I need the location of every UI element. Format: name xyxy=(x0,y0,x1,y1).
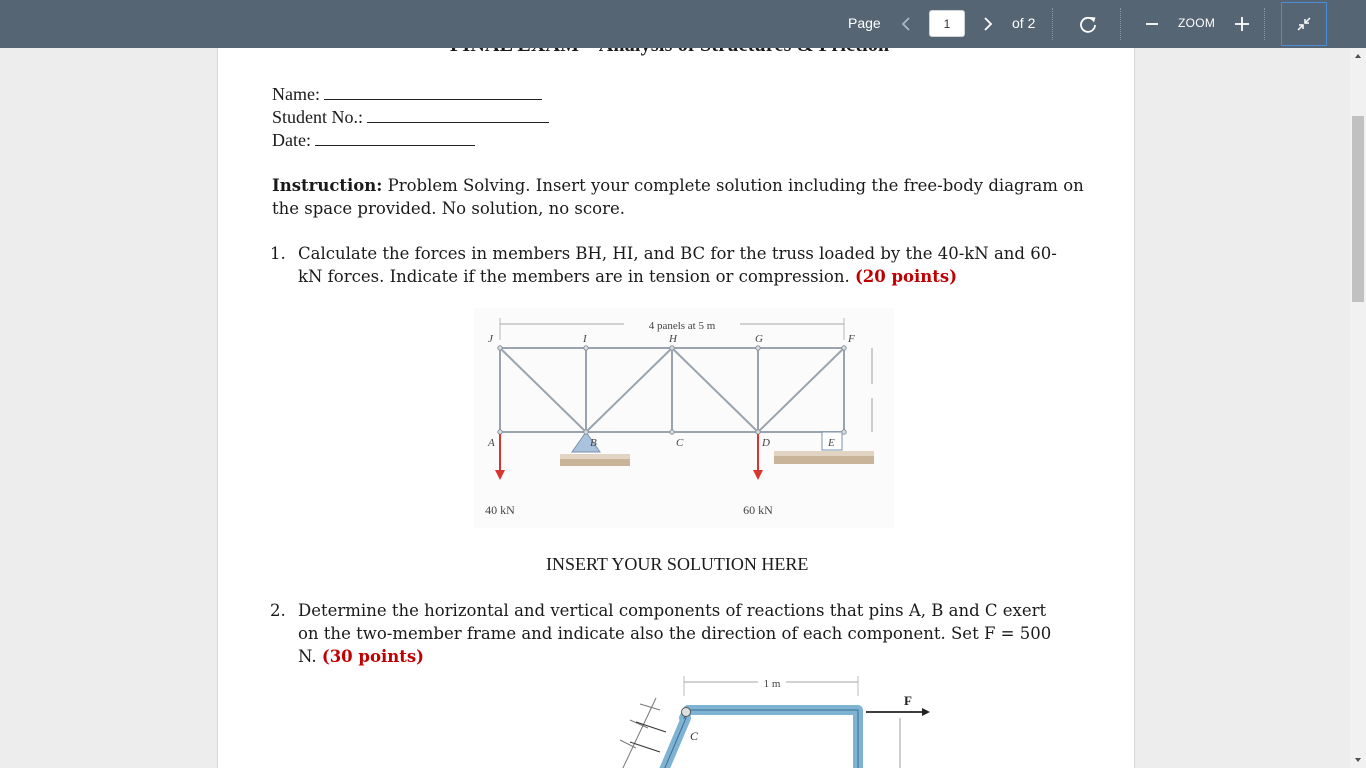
ground-right xyxy=(774,451,874,456)
figure-background xyxy=(474,308,894,528)
page-number-input[interactable] xyxy=(929,10,965,37)
scrollbar-thumb[interactable] xyxy=(1352,116,1364,302)
node-label-f: F xyxy=(848,333,855,345)
previous-page-button[interactable] xyxy=(896,10,916,38)
node-label-e: E xyxy=(828,437,835,449)
force-f-label: F xyxy=(904,693,912,708)
triangle-down-icon xyxy=(1350,752,1366,768)
vertical-scrollbar[interactable] xyxy=(1350,48,1366,768)
solution-placeholder: INSERT YOUR SOLUTION HERE xyxy=(546,554,809,574)
truss-joint xyxy=(756,430,760,434)
document-page xyxy=(217,48,1135,768)
node-label-h: H xyxy=(669,333,677,345)
node-label-d: D xyxy=(762,437,770,449)
ground-left xyxy=(560,458,630,466)
truss-joint xyxy=(842,430,846,434)
truss-joint xyxy=(670,346,674,350)
exit-fullscreen-button[interactable] xyxy=(1281,2,1327,46)
pin-c xyxy=(682,708,691,717)
ground-left xyxy=(560,454,630,459)
node-label-c: C xyxy=(676,437,684,449)
panels-label: 4 panels at 5 m xyxy=(648,320,716,332)
instruction-heading: Instruction: xyxy=(272,176,383,195)
pdf-toolbar xyxy=(0,0,1366,48)
question-1 xyxy=(270,242,1088,288)
truss-joint xyxy=(842,346,846,350)
zoom-out-button[interactable] xyxy=(1140,12,1164,36)
name-label: Name: xyxy=(272,84,320,104)
scroll-down-button[interactable] xyxy=(1350,752,1366,768)
student-no-field xyxy=(272,107,549,128)
rotate-button[interactable] xyxy=(1074,10,1102,38)
date-blank-line xyxy=(315,132,475,146)
load-60kn-label: 60 kN xyxy=(743,503,773,517)
name-blank-line xyxy=(324,86,542,100)
student-no-blank-line xyxy=(367,109,549,123)
minus-icon xyxy=(1145,17,1159,31)
rotate-icon xyxy=(1078,14,1098,34)
load-40kn-label: 40 kN xyxy=(485,503,515,517)
label-mask xyxy=(860,384,884,398)
node-label-a: A xyxy=(488,437,495,449)
date-label: Date: xyxy=(272,130,311,150)
plus-icon xyxy=(1234,16,1250,32)
truss-joint xyxy=(584,430,588,434)
chevron-left-icon xyxy=(901,16,911,32)
collapse-icon xyxy=(1295,15,1313,33)
node-label-i: I xyxy=(583,333,587,345)
question-2-line-2: on the two-member frame and indicate also the direction of each component. Set F = 500 xyxy=(298,624,1052,643)
node-label-j: J xyxy=(488,333,493,345)
instruction-paragraph xyxy=(272,174,1092,220)
wall-hatch xyxy=(620,698,660,768)
truss-joint xyxy=(756,346,760,350)
frame-dimension-label: 1 m xyxy=(763,678,781,690)
force-f-arrowhead xyxy=(922,708,930,716)
name-field xyxy=(272,84,542,105)
frame-figure xyxy=(604,670,944,768)
instruction-text: Problem Solving. Insert your complete solution including the free-body diagram on the space provided. No solution, no score. xyxy=(272,176,1084,218)
node-label-g: G xyxy=(755,333,763,345)
question-2-number: 2. xyxy=(270,601,286,620)
page-label: Page xyxy=(848,15,881,31)
node-label-b: B xyxy=(590,437,597,449)
truss-figure xyxy=(474,308,894,528)
toolbar-separator xyxy=(1052,8,1053,40)
question-1-number: 1. xyxy=(270,244,286,263)
student-no-label: Student No.: xyxy=(272,107,364,127)
truss-joint xyxy=(584,346,588,350)
scroll-up-button[interactable] xyxy=(1350,48,1366,64)
question-2-line-1: Determine the horizontal and vertical components of reactions that pins A, B and C exert xyxy=(298,601,1047,620)
question-1-points: (20 points) xyxy=(854,267,958,286)
zoom-in-button[interactable] xyxy=(1230,12,1254,36)
toolbar-separator xyxy=(1120,8,1121,40)
toolbar-separator xyxy=(1264,8,1265,40)
question-2 xyxy=(270,599,1088,668)
zoom-label: ZOOM xyxy=(1178,16,1216,30)
question-1-line-2: kN forces. Indicate if the members are in tension or compression. xyxy=(298,267,850,286)
next-page-button[interactable] xyxy=(978,10,998,38)
ground-right xyxy=(774,456,874,464)
chevron-right-icon xyxy=(983,16,993,32)
truss-joint xyxy=(498,346,502,350)
page-count-label: of 2 xyxy=(1012,15,1036,31)
date-field xyxy=(272,130,475,151)
triangle-up-icon xyxy=(1350,48,1366,64)
question-2-points: (30 points) xyxy=(321,647,424,666)
pin-c-label: C xyxy=(690,729,699,743)
truss-joint xyxy=(498,430,502,434)
question-2-line-3: N. xyxy=(298,647,317,666)
question-1-line-1: Calculate the forces in members BH, HI, and BC for the truss loaded by the 40-kN and 60- xyxy=(298,244,1057,263)
truss-joint xyxy=(670,430,674,434)
